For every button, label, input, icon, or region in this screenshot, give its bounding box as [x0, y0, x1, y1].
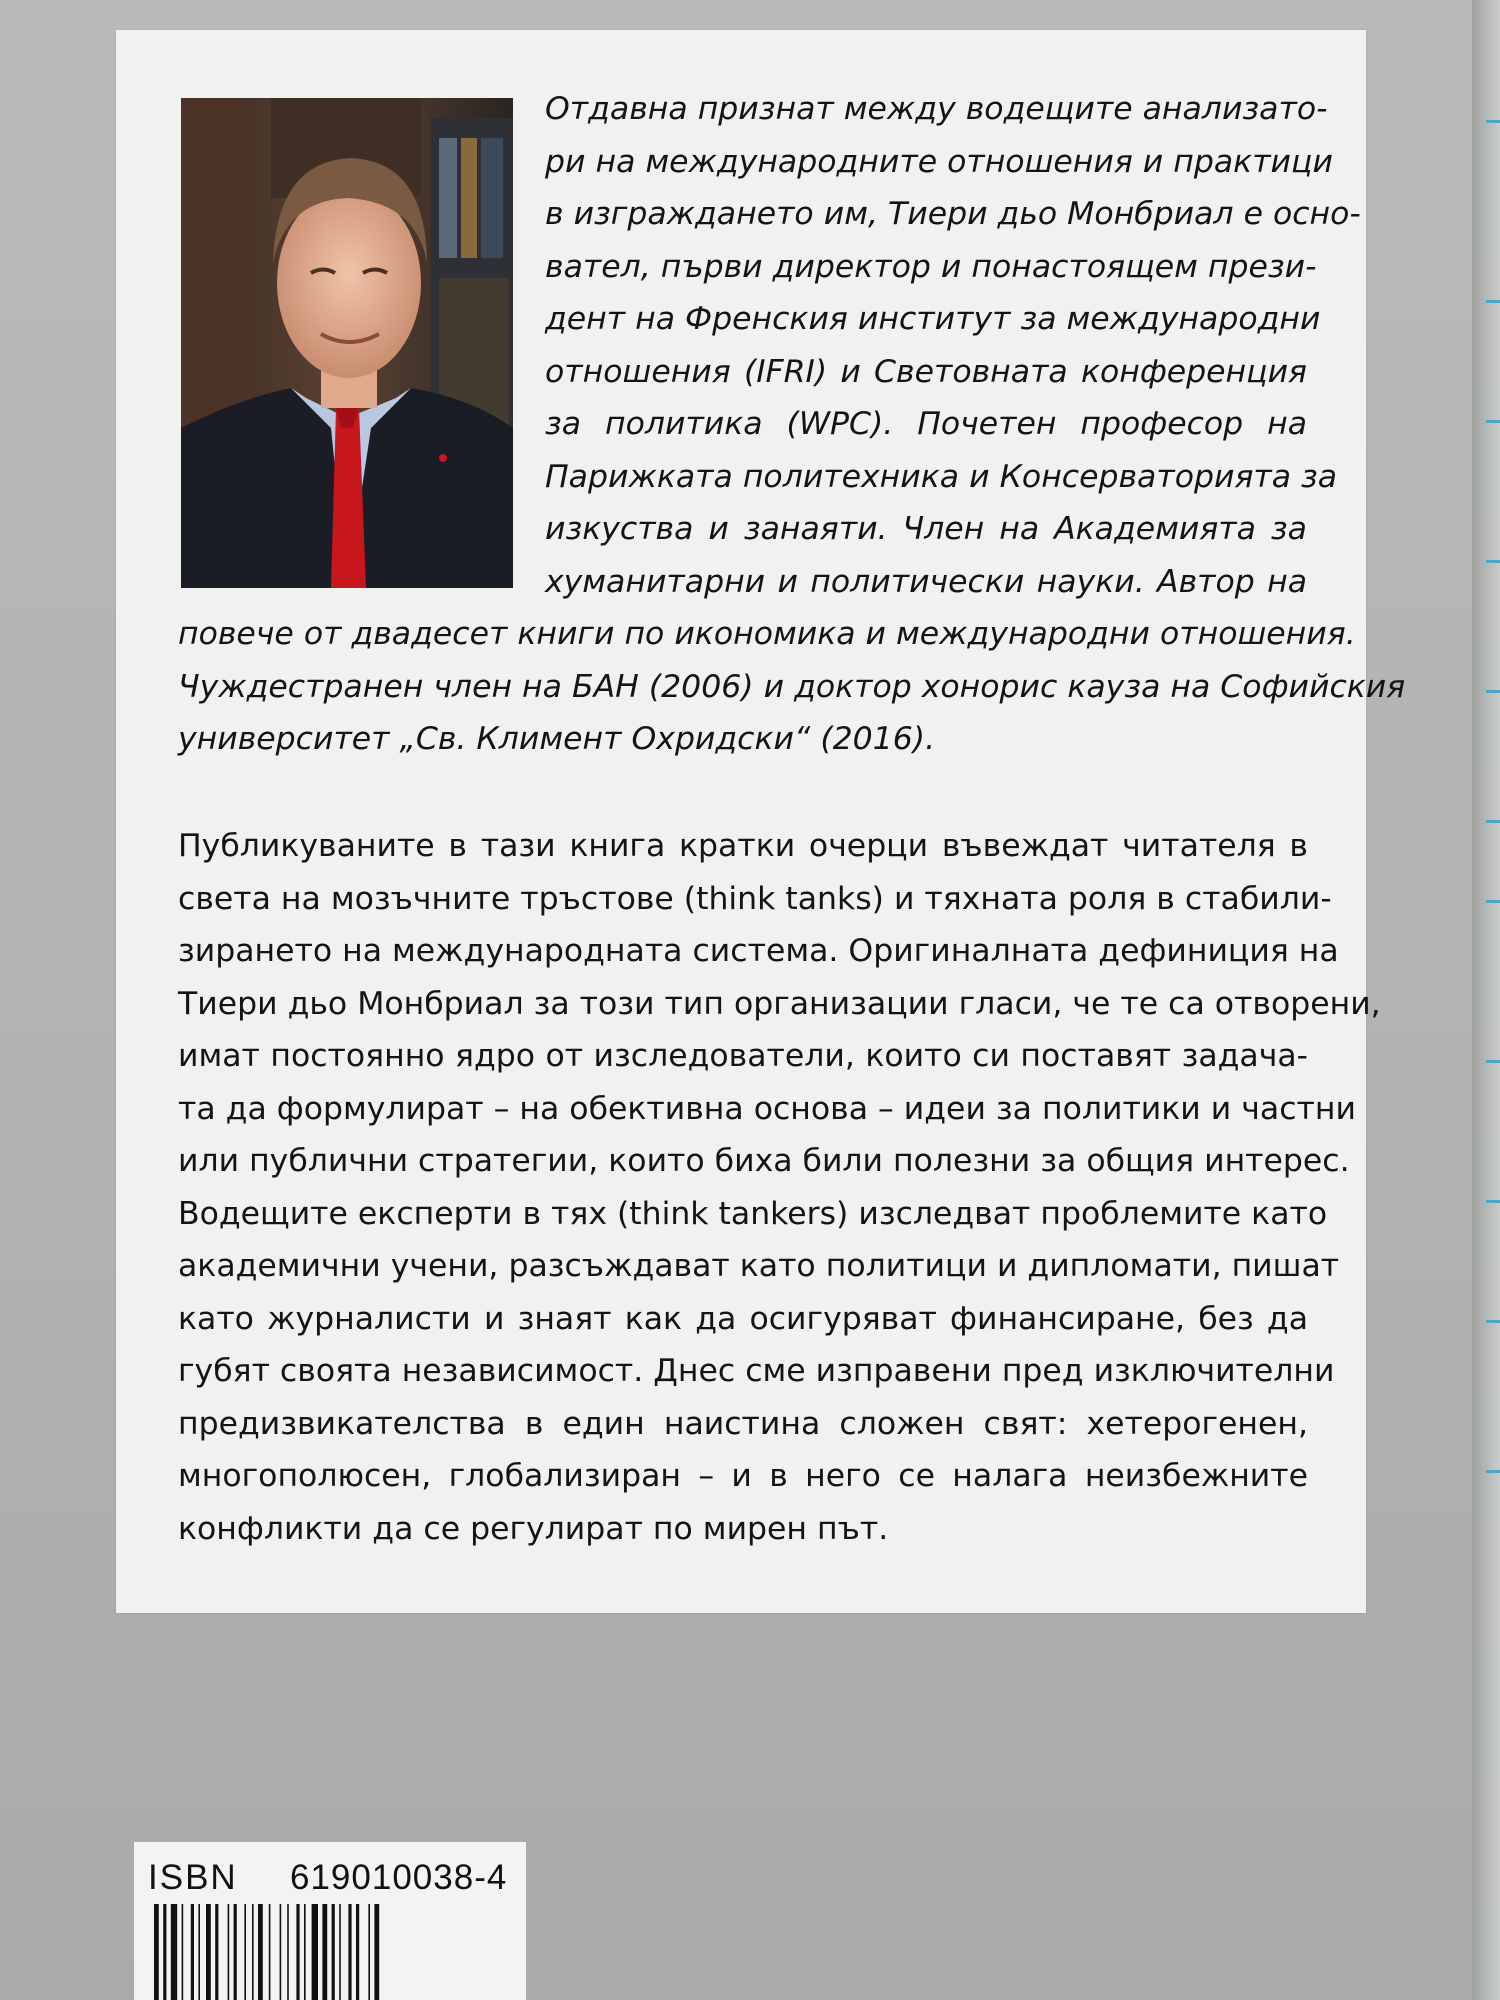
barcode-bar	[368, 1904, 370, 2000]
body-line: като журналисти и знаят как да осигуряват финансиране, без да	[178, 1301, 1308, 1337]
body-line: Водещите експерти в тях (think tankers) изследват проблемите като	[178, 1196, 1328, 1232]
barcode-bar	[163, 1904, 166, 2000]
barcode-bar	[198, 1904, 200, 2000]
bio-line: вател, първи директор и понастоящем прези-	[545, 249, 1317, 285]
edge-tick	[1486, 1320, 1500, 1323]
body-line: та да формулират – на обективна основа – идеи за политики и частни	[178, 1091, 1356, 1127]
isbn-label: ISBN	[148, 1858, 238, 1897]
bio-line: Парижката политехника и Консерваторията за	[545, 459, 1338, 495]
body-line: зирането на международната система. Оригиналната дефиниция на	[178, 933, 1339, 969]
isbn-number: 619010038-4	[290, 1858, 508, 1897]
barcode-bar	[252, 1904, 254, 2000]
body-line: имат постоянно ядро от изследователи, които си поставят задача-	[178, 1038, 1308, 1074]
body-line: конфликти да се регулират по мирен път.	[178, 1511, 889, 1547]
barcode-bar	[332, 1904, 335, 2000]
barcode-bar	[304, 1904, 306, 2000]
edge-tick	[1486, 560, 1500, 563]
barcode-bar	[234, 1904, 237, 2000]
bio-line: повече от двадесет книги по икономика и международни отношения.	[178, 616, 1356, 652]
edge-tick	[1486, 820, 1500, 823]
barcode-bar	[228, 1904, 230, 2000]
bio-line: хуманитарни и политически науки. Автор на	[545, 564, 1307, 600]
barcode-bar	[296, 1904, 299, 2000]
barcode-bar	[374, 1904, 379, 2000]
barcode-bar	[258, 1904, 263, 2000]
barcode-bar	[356, 1904, 359, 2000]
body-line: академични учени, разсъждават като политици и дипломати, пишат	[178, 1248, 1340, 1284]
body-line: Тиери дьо Монбриал за този тип организации гласи, че те са отворени,	[178, 986, 1381, 1022]
bio-line: Чуждестранен член на БАН (2006) и доктор хонорис кауза на Софийския	[178, 669, 1406, 705]
bio-line: дент на Френския институт за международни	[545, 301, 1321, 337]
barcode-bar	[280, 1904, 282, 2000]
bio-line: университет „Св. Климент Охридски“ (2016).	[178, 721, 936, 757]
barcode-bar	[171, 1904, 177, 2000]
barcode-bar	[287, 1904, 289, 2000]
barcode-bar	[348, 1904, 351, 2000]
body-line: предизвикателства в един наистина сложен свят: хетерогенен,	[178, 1406, 1308, 1442]
edge-tick	[1486, 900, 1500, 903]
bio-line: изкуства и занаяти. Член на Академията за	[545, 511, 1307, 547]
bio-line: в изграждането им, Тиери дьо Монбриал е осно-	[545, 196, 1361, 232]
body-line: или публични стратегии, които биха били полезни за общия интерес.	[178, 1143, 1350, 1179]
barcode-bar	[312, 1904, 318, 2000]
edge-tick	[1486, 1470, 1500, 1473]
edge-tick	[1486, 690, 1500, 693]
edge-tick	[1486, 1200, 1500, 1203]
barcode-bar	[244, 1904, 246, 2000]
barcode-bar	[191, 1904, 194, 2000]
edge-tick	[1486, 420, 1500, 423]
body-line: света на мозъчните тръстове (think tanks) и тяхната роля в стабили-	[178, 881, 1332, 917]
body-line: Публикуваните в тази книга кратки очерци въвеждат читателя в	[178, 828, 1308, 864]
barcode-bar	[154, 1904, 159, 2000]
bio-line: за политика (WPC). Почетен професор на	[545, 406, 1307, 442]
edge-tick	[1486, 300, 1500, 303]
bio-line: Отдавна признат между водещите анализато-	[545, 91, 1328, 127]
edge-tick	[1486, 1060, 1500, 1063]
barcode-bar	[339, 1904, 341, 2000]
edge-tick	[1486, 120, 1500, 123]
body-line: многополюсен, глобализиран – и в него се налага неизбежните	[178, 1458, 1308, 1494]
barcode-bar	[206, 1904, 211, 2000]
author-photo	[181, 98, 513, 588]
barcode	[150, 1904, 520, 2000]
bio-line: ри на международните отношения и практици	[545, 144, 1333, 180]
barcode-bar	[269, 1904, 271, 2000]
bio-line: отношения (IFRI) и Световната конференция	[545, 354, 1307, 390]
barcode-bar	[215, 1904, 218, 2000]
barcode-bar	[322, 1904, 327, 2000]
body-line: губят своята независимост. Днес сме изправени пред изключителни	[178, 1353, 1335, 1389]
barcode-bar	[182, 1904, 184, 2000]
